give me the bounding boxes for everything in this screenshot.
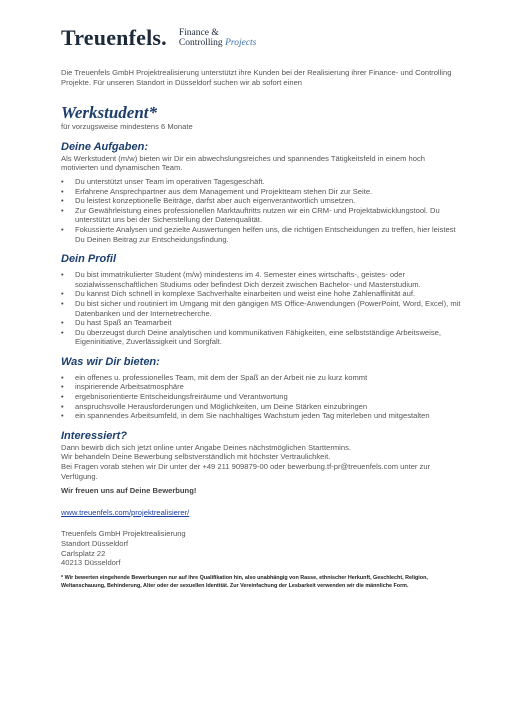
address-company: Treuenfels GmbH Projektrealisierung xyxy=(61,529,186,539)
list-item: • Du hast Spaß an Teamarbeit xyxy=(61,318,461,328)
logo-tagline-line2 xyxy=(179,38,257,48)
address-street: Carlsplatz 22 xyxy=(61,548,106,558)
interessiert-line-3: Bei Fragen vorab stehen wir Dir unter der +49 211 909879-00 oder bewerbung.tf-pr@treuenfels.com unter zur Verfügung. xyxy=(61,462,431,481)
list-item: • ein offenes u. professionelles Team, mit dem der Spaß an der Arbeit nie zu kurz kommt xyxy=(61,373,461,383)
job-subtitle: für vorzugsweise mindestens 6 Monate xyxy=(61,122,193,132)
company-header xyxy=(61,25,256,51)
aufgaben-list xyxy=(61,177,461,244)
profil-list xyxy=(61,270,461,347)
list-item: • ergebnisorientierte Entscheidungsfreiräume und Verantwortung xyxy=(61,392,461,402)
list-item: • Erfahrene Ansprechpartner aus dem Management und Projektteam stehen Dir zur Seite. xyxy=(61,187,461,197)
section-heading-interessiert: Interessiert? xyxy=(61,429,128,442)
footnote: * Wir bewerten eingehende Bewerbungen nur auf ihre Qualifikation hin, also unabhängig von Rasse, ethnischer Herkunft, Geschlecht, Religion, Weltanschauung, Behinderung, Alter oder der sexuellen Identität. Zur Vereinfachung der Lesbarkeit verwenden wir die männliche Form. xyxy=(61,574,428,589)
interessiert-line-2: Wir behandeln Deine Bewerbung selbstverständlich mit höchster Vertraulichkeit. xyxy=(61,452,331,462)
list-item: • Du bist immatrikulierter Student (m/w) mindestens im 4. Semester eines wirtschafts-, geistes- oder sozialwissenschaftlichen Studiums oder befindest Dich derzeit zwischen Bachelor- und Masterstudium. xyxy=(61,270,461,289)
address-city: 40213 Düsseldorf xyxy=(61,558,121,568)
list-item: • anspruchsvolle Herausforderungen und Möglichkeiten, um Deine Stärken einzubringen xyxy=(61,402,461,412)
section-heading-bieten: Was wir Dir bieten: xyxy=(61,355,160,368)
intro-text: Die Treuenfels GmbH Projektrealisierung unterstützt ihre Kunden bei der Realisierung ihrer Finance- und Controlling Projekte. Für unseren Standort in Düsseldorf suchen wir ab sofort einen xyxy=(61,68,452,87)
career-page-link[interactable]: www.treuenfels.com/projektrealisierer/ xyxy=(61,507,190,517)
closing-line: Wir freuen uns auf Deine Bewerbung! xyxy=(61,486,197,496)
logo-tagline-line1: Finance & xyxy=(178,28,219,38)
list-item: • Du bist sicher und routiniert im Umgang mit den gängigen MS Office-Anwendungen (PowerPoint, Word, Excel), mit Datenbanken und der Internetrecherche. xyxy=(61,299,461,318)
main-content xyxy=(61,68,461,590)
job-title: Werkstudent* xyxy=(61,103,158,123)
interessiert-line-1: Dann bewirb dich sich jetzt online unter Angabe Deines nächstmöglichen Starttermins. xyxy=(61,442,351,452)
aufgaben-text: Als Werkstudent (m/w) bieten wir Dir ein abwechslungsreiches und spannendes Tätigkeitsfeld in einem hoch motivierten und dynamischen Team. xyxy=(61,153,425,173)
list-item: • Fokussierte Analysen und gezielte Auswertungen helfen uns, die richtigen Entscheidungen zu treffen, hier leistest Du Deinen Beitrag zur Entscheidungsfindung. xyxy=(61,225,461,244)
section-heading-aufgaben: Deine Aufgaben: xyxy=(61,140,148,153)
logo-tagline-controlling: Controlling xyxy=(178,38,223,48)
company-address xyxy=(61,529,461,567)
list-item: • ein spannendes Arbeitsumfeld, in dem Sie nachhaltiges Wachstum jeden Tag miterleben und mitgestalten xyxy=(61,411,461,421)
list-item: • Zur Gewährleistung eines professionellen Marktauftritts nutzen wir ein CRM- und Projektabwicklungstool. Du unterstützt uns bei der Sicherstellung der Datenqualität. xyxy=(61,206,461,225)
address-location: Standort Düsseldorf xyxy=(61,539,129,548)
logo-tagline xyxy=(179,28,257,48)
list-item: • Du unterstützt unser Team im operativen Tagesgeschäft. xyxy=(61,177,461,187)
list-item: • Du überzeugst durch Deine analytischen und kommunikativen Fähigkeiten, eine selbstständige Arbeitsweise, Eigeninitiative, Zuverlässigkeit und Sorgfalt. xyxy=(61,328,461,347)
list-item: • inspirierende Arbeitsatmosphäre xyxy=(61,382,461,392)
bieten-list xyxy=(61,373,461,421)
list-item: • Du kannst Dich schnell in komplexe Sachverhalte einarbeiten und weist eine hohe Zahlenaffinität auf. xyxy=(61,289,461,299)
logo-tagline-projects: Projects xyxy=(225,38,257,48)
section-heading-profil: Dein Profil xyxy=(61,253,117,266)
company-logo: Treuenfels. xyxy=(61,25,167,50)
list-item: • Du leistest konzeptionelle Beiträge, darfst aber auch eigenverantwortlich umsetzen. xyxy=(61,196,461,206)
